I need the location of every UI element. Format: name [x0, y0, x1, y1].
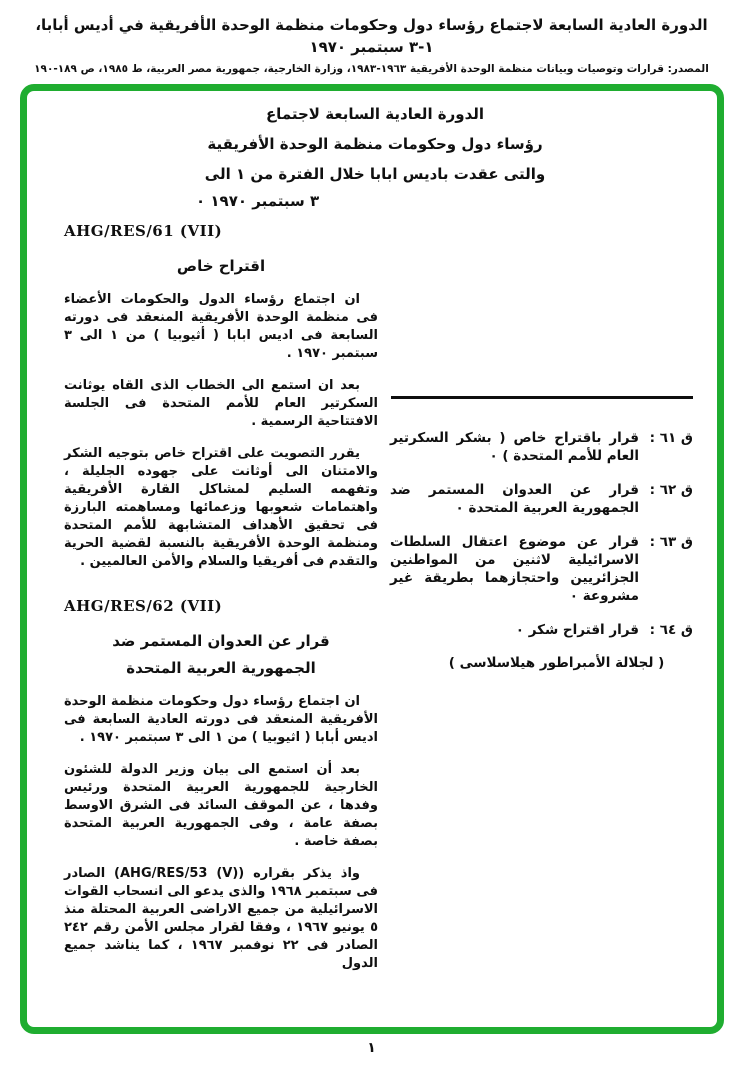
- title-line: ٣ سبتمبر ١٩٧٠ ٠: [196, 192, 320, 210]
- resolution-62-paragraph: ان اجتماع رؤساء دول وحكومات منظمة الوحدة الأفريقية المنعقد فى دورته العادية السابعة فى اديس أبابا ( اثيوبيا ) من ١ الى ٣ سبتمبر ١٩٧٠ .: [64, 694, 378, 745]
- resolution-62-heading-line1: قرار عن العدوان المستمر ضد: [112, 632, 330, 650]
- index-item-63: [390, 533, 693, 605]
- title-line: والتى عقدت باديس ابابا خلال الفترة من ١ الى: [204, 165, 546, 183]
- index-item-text: قرار اقتراح شكر ٠: [515, 622, 639, 638]
- index-item-number: ق ٦٢ :: [649, 482, 693, 498]
- index-item-text: قرار عن العدوان المستمر ضد الجمهورية العربية المتحدة ٠: [390, 482, 639, 516]
- resolution-62-heading-line2: الجمهورية العربية المتحدة: [126, 659, 316, 677]
- header-source-citation: المصدر: قرارات وتوصيات وبيانات منظمة الوحدة الأفريقية ١٩٦٣-١٩٨٣، وزارة الخارجية، جمهورية مصر العربية، ط ١٩٨٥، ص ١٨٩-١٩٠: [34, 63, 709, 75]
- resolution-61-heading: اقتراح خاص: [176, 257, 266, 275]
- title-line: رؤساء دول وحكومات منظمة الوحدة الأفريقية: [207, 135, 543, 153]
- index-item-64: [390, 621, 693, 639]
- resolution-62-paragraph: واذ يذكر بقراره (AHG/RES/53 (V)) الصادر فى سبتمبر ١٩٦٨ والذى يدعو الى انسحاب القوات الاسرائيلية من جميع الاراضى العربية المحتلة منذ ٥ يونيو ١٩٦٧ ، وفقا لقرار مجلس الأمن رقم ٢٤٢ الصادر فى ٢٢ نوفمبر ١٩٦٧ ، كما يناشد جميع الدول: [64, 866, 379, 971]
- resolution-61-paragraph: ان اجتماع رؤساء الدول والحكومات الأعضاء فى منظمة الوحدة الأفريقية المنعقد فى دورته السابعة فى اديس ابابا ( أثيوبيا ) من ١ الى ٣ سبتمبر ١٩٧٠ .: [64, 292, 378, 361]
- page-header: [30, 14, 713, 78]
- resolution-ref-ahg-res-62: AHG/RES/62 (VII): [64, 597, 223, 615]
- resolution-ref-ahg-res-61: AHG/RES/61 (VII): [64, 222, 223, 240]
- index-item-61: [390, 429, 693, 465]
- index-footnote-emperor: ( لجلالة الأمبراطور هيلاسلاسى ): [448, 655, 665, 671]
- header-session-title: الدورة العادية السابعة لاجتماع رؤساء دول وحكومات منظمة الوحدة الأفريقية في أديس أبابا، ١-٣ سبتمبر ١٩٧٠: [35, 16, 708, 56]
- resolution-62-paragraph: بعد أن استمع الى بيان وزير الدولة للشئون الخارجية للجمهورية العربية المتحدة ورئيس وفدها ، عن الموقف السائد فى الشرق الاوسط بصفة عامة ، وفى الجمهورية العربية المتحدة بصفة خاصة .: [64, 762, 378, 849]
- title-line: الدورة العادية السابعة لاجتماع: [265, 105, 485, 123]
- index-item-62: [390, 481, 693, 517]
- resolution-61-paragraph: يقرر التصويت على اقتراح خاص بتوجيه الشكر والامتنان الى أوثانت على جهوده الجليلة ، وتفهمه السليم لمشاكل القارة الأفريقية واهتمامات شعوبها وزعمائها ومساهمته البارزة فى تحقيق الأهداف المتشابهة للأمم المتحدة ومنظمة الوحدة الأفريقية بالنسبة لقضية الحرية والتقدم فى أفريقيا والسلام والأمن العالميين .: [64, 446, 378, 569]
- page-number: ١: [367, 1040, 376, 1056]
- index-item-number: ق ٦١ :: [649, 430, 693, 446]
- resolution-61-paragraph: بعد ان استمع الى الخطاب الذى القاه يوثانت السكرتير العام للأمم المتحدة فى الجلسة الافتتاحية الرسمية .: [64, 378, 378, 429]
- index-item-number: ق ٦٣ :: [649, 534, 693, 550]
- resolutions-index-column: [390, 396, 693, 671]
- index-item-number: ق ٦٤ :: [649, 622, 693, 638]
- index-item-text: قرار عن موضوع اعتقال السلطات الاسرائيلية لاثنين من المواطنين الجزائريين واحتجازهما بطريقة غير مشروعة ٠: [390, 534, 639, 604]
- index-divider-rule: [391, 396, 693, 399]
- resolutions-column: [64, 222, 378, 987]
- index-item-text: قرار باقتراح خاص ( بشكر السكرتير العام للأمم المتحدة ) ٠: [390, 430, 639, 464]
- document-title-block: [170, 99, 580, 213]
